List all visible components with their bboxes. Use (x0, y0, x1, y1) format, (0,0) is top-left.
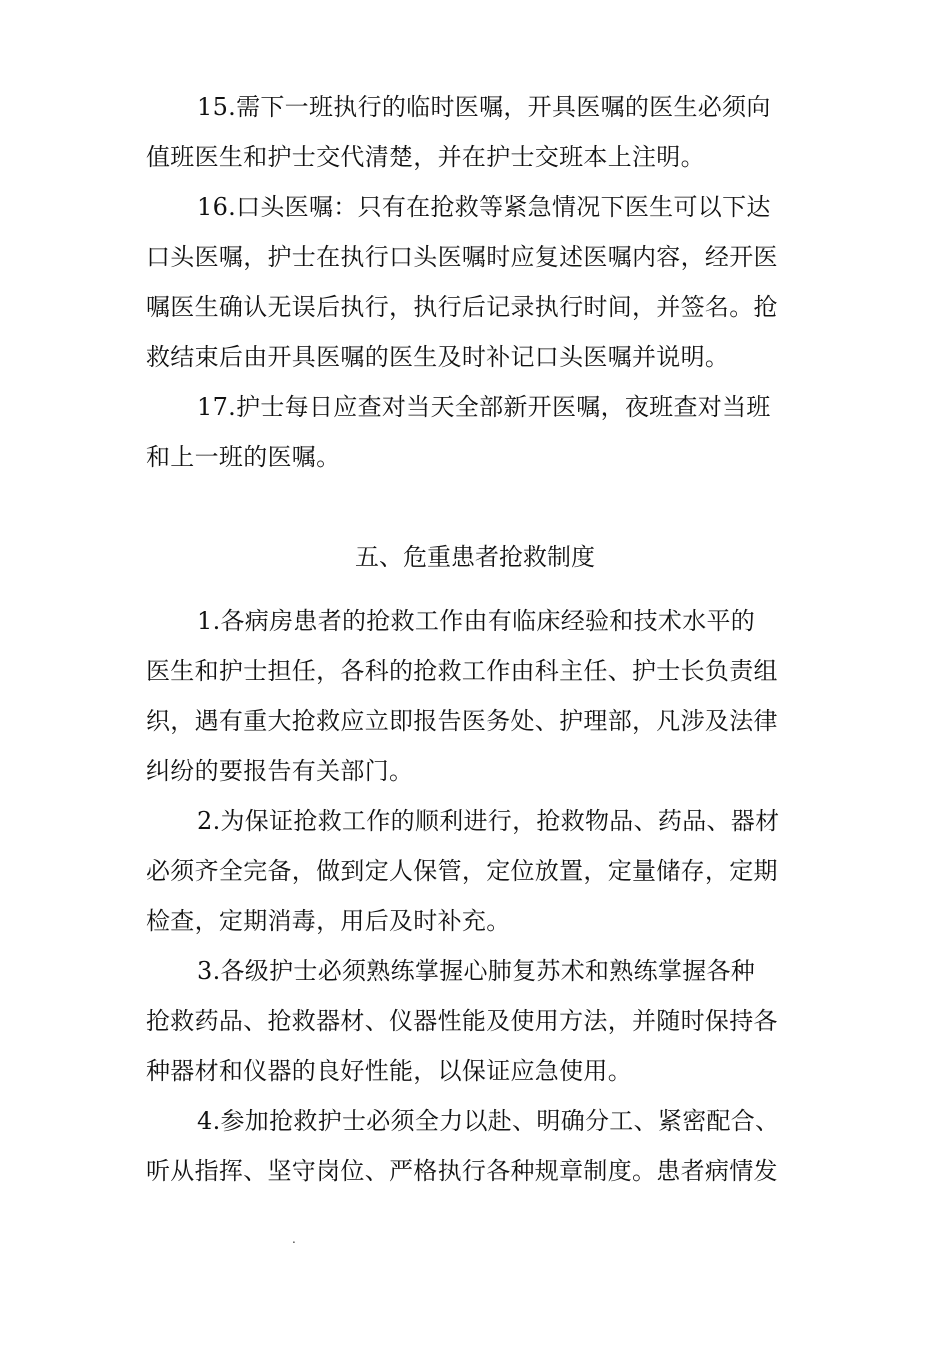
rescue-item-3-line-3: 种器材和仪器的良好性能，以保证应急使用。 (146, 1057, 632, 1085)
rescue-item-2-line-3: 检查，定期消毒，用后及时补充。 (146, 907, 511, 935)
item-17-line-1: 17.护士每日应查对当天全部新开医嘱，夜班查对当班 (197, 393, 771, 421)
rescue-item-1-line-2: 医生和护士担任，各科的抢救工作由科主任、护士长负责组 (146, 657, 778, 685)
item-15-line-1: 15.需下一班执行的临时医嘱，开具医嘱的医生必须向 (197, 93, 771, 121)
rescue-item-1-line-3: 织，遇有重大抢救应立即报告医务处、护理部，凡涉及法律 (146, 707, 778, 735)
item-16-line-4: 救结束后由开具医嘱的医生及时补记口头医嘱并说明。 (146, 343, 730, 371)
item-15-line-2: 值班医生和护士交代清楚，并在护士交班本上注明。 (146, 143, 705, 171)
rescue-item-4-line-1: 4.参加抢救护士必须全力以赴、明确分工、紧密配合、 (197, 1107, 780, 1135)
rescue-item-3-line-1: 3.各级护士必须熟练掌握心肺复苏术和熟练掌握各种 (197, 957, 756, 985)
item-16-line-2: 口头医嘱，护士在执行口头医嘱时应复述医嘱内容，经开医 (146, 243, 778, 271)
item-17-line-2: 和上一班的医嘱。 (146, 443, 341, 471)
rescue-item-1-line-4: 纠纷的要报告有关部门。 (146, 757, 414, 785)
item-16-line-1: 16.口头医嘱：只有在抢救等紧急情况下医生可以下达 (197, 193, 771, 221)
section-heading: 五、危重患者抢救制度 (355, 543, 595, 571)
rescue-item-3-line-2: 抢救药品、抢救器材、仪器性能及使用方法，并随时保持各 (146, 1007, 778, 1035)
item-16-line-3: 嘱医生确认无误后执行，执行后记录执行时间，并签名。抢 (146, 293, 778, 321)
rescue-item-1-line-1: 1.各病房患者的抢救工作由有临床经验和技术水平的 (197, 607, 756, 635)
rescue-item-4-line-2: 听从指挥、坚守岗位、严格执行各种规章制度。患者病情发 (146, 1157, 778, 1185)
footer-mark: . (292, 1232, 296, 1246)
rescue-item-2-line-2: 必须齐全完备，做到定人保管，定位放置，定量储存，定期 (146, 857, 778, 885)
rescue-item-2-line-1: 2.为保证抢救工作的顺利进行，抢救物品、药品、器材 (197, 807, 780, 835)
